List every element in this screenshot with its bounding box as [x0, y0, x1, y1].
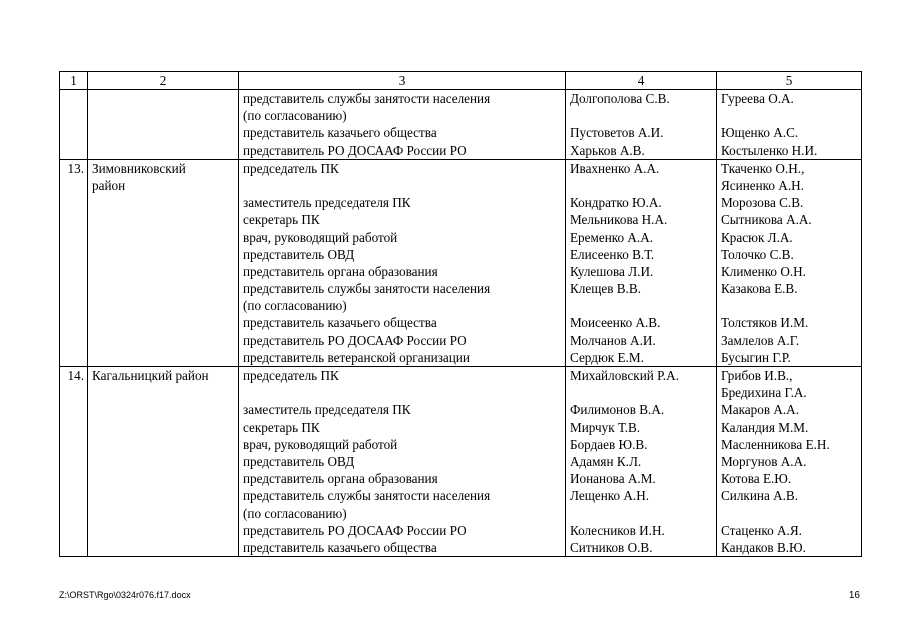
- deputy-name: Бредихина Г.А.: [721, 385, 807, 401]
- header-col-1: 1: [60, 72, 88, 90]
- member-name: [570, 384, 716, 401]
- member-name: Моисеенко А.В.: [570, 315, 661, 331]
- cell-row-number: [60, 90, 88, 160]
- member-name: Сердюк Е.М.: [570, 349, 644, 365]
- deputy-name: Масленникова Е.Н.: [721, 436, 830, 452]
- member-name: Харьков А.В.: [570, 142, 645, 158]
- member-name: Мельникова Н.А.: [570, 212, 668, 228]
- header-row: [60, 72, 862, 90]
- cell-district-name: [88, 159, 239, 366]
- deputy-name: Красюк Л.А.: [721, 229, 793, 245]
- cell-member-name: [566, 367, 717, 557]
- cell-row-number: 14.: [60, 367, 88, 557]
- member-name: Ивахненко А.А.: [570, 160, 660, 176]
- deputy-name: Казакова Е.В.: [721, 281, 798, 297]
- role: представитель казачьего общества: [243, 539, 437, 555]
- footer-file-path: Z:\ORST\Rgo\0324r076.f17.docx: [59, 590, 191, 600]
- deputy-name: Толстяков И.М.: [721, 315, 809, 331]
- role: представитель службы занятости населения: [243, 281, 491, 297]
- cell-role: [239, 90, 566, 160]
- member-name: Елисеенко В.Т.: [570, 246, 655, 262]
- cell-role: [239, 367, 566, 557]
- member-name: Лещенко А.Н.: [570, 488, 650, 504]
- role: врач, руководящий работой: [243, 436, 398, 452]
- role: представитель РО ДОСААФ России РО: [243, 142, 467, 158]
- role: заместитель председателя ПК: [243, 402, 411, 418]
- deputy-name: Каландия М.М.: [721, 419, 809, 435]
- deputy-name: Костыленко Н.И.: [721, 142, 818, 158]
- deputy-name: Клименко О.Н.: [721, 263, 806, 279]
- table-row: [60, 90, 862, 160]
- deputy-name: Моргунов А.А.: [721, 453, 807, 469]
- member-name: Михайловский Р.А.: [570, 368, 679, 383]
- role: врач, руководящий работой: [243, 229, 398, 245]
- role: (по согласованию): [243, 108, 347, 124]
- role: представитель РО ДОСААФ России РО: [243, 332, 467, 348]
- header-col-3: 3: [239, 72, 566, 90]
- member-name: [570, 297, 716, 314]
- deputy-name: Стаценко А.Я.: [721, 522, 802, 538]
- role: заместитель председателя ПК: [243, 195, 411, 211]
- role: секретарь ПК: [243, 419, 320, 435]
- deputy-name: [721, 505, 861, 522]
- member-name: Пустоветов А.И.: [570, 125, 664, 141]
- role: представитель органа образования: [243, 471, 438, 487]
- deputy-name: Силкина А.В.: [721, 488, 799, 504]
- cell-row-number: 13.: [60, 159, 88, 366]
- deputy-name: Бусыгин Г.Р.: [721, 349, 791, 365]
- cell-deputy-name: [717, 367, 862, 557]
- member-name: Адамян К.Л.: [570, 453, 642, 469]
- member-name: Клещев В.В.: [570, 281, 641, 297]
- table-row: [60, 367, 862, 557]
- role: [243, 384, 565, 401]
- deputy-name: Ткаченко О.Н.,: [721, 160, 805, 176]
- header-col-4: 4: [566, 72, 717, 90]
- role: представитель РО ДОСААФ России РО: [243, 522, 467, 538]
- footer-page-number: 16: [848, 590, 860, 601]
- header-col-5: 5: [717, 72, 862, 90]
- member-name: Филимонов В.А.: [570, 402, 665, 418]
- role: представитель казачьего общества: [243, 315, 437, 331]
- member-name: [570, 177, 716, 194]
- deputy-name: Сытникова А.А.: [721, 212, 812, 228]
- member-name: Еременко А.А.: [570, 229, 654, 245]
- member-name: Колесников И.Н.: [570, 522, 665, 538]
- member-name: Долгополова С.В.: [570, 91, 670, 106]
- role: представитель ОВД: [243, 453, 355, 469]
- deputy-name: Ющенко А.С.: [721, 125, 799, 141]
- commission-table: [59, 71, 862, 557]
- header-col-2: 2: [88, 72, 239, 90]
- role: председатель ПК: [243, 368, 339, 383]
- member-name: Ситников О.В.: [570, 539, 653, 555]
- district-name: район: [92, 177, 126, 193]
- cell-deputy-name: [717, 159, 862, 366]
- deputy-name: Толочко С.В.: [721, 246, 794, 262]
- cell-deputy-name: [717, 90, 862, 160]
- role: (по согласованию): [243, 505, 347, 521]
- deputy-name: Морозова С.В.: [721, 195, 804, 211]
- role: представитель казачьего общества: [243, 125, 437, 141]
- cell-member-name: [566, 90, 717, 160]
- role: представитель службы занятости населения: [243, 488, 491, 504]
- role: председатель ПК: [243, 160, 339, 176]
- deputy-name: Макаров А.А.: [721, 402, 799, 418]
- cell-district-name: [88, 90, 239, 160]
- deputy-name: Замлелов А.Г.: [721, 332, 800, 348]
- cell-district-name: [88, 367, 239, 557]
- member-name: Мирчук Т.В.: [570, 419, 641, 435]
- member-name: Молчанов А.И.: [570, 332, 656, 348]
- deputy-name: Гуреева О.А.: [721, 91, 794, 106]
- member-name: Ионанова А.М.: [570, 471, 656, 487]
- deputy-name: Ясиненко А.Н.: [721, 177, 804, 193]
- district-name: Кагальницкий район: [92, 368, 209, 383]
- role: представитель ветеранской организации: [243, 349, 470, 365]
- deputy-name: Грибов И.В.,: [721, 368, 793, 383]
- deputy-name: Кандаков В.Ю.: [721, 539, 806, 555]
- table-row: [60, 159, 862, 366]
- role: представитель службы занятости населения: [243, 91, 491, 106]
- cell-role: [239, 159, 566, 366]
- cell-member-name: [566, 159, 717, 366]
- role: (по согласованию): [243, 298, 347, 314]
- member-name: Кондратко Ю.А.: [570, 195, 662, 211]
- deputy-name: [721, 297, 861, 314]
- role: секретарь ПК: [243, 212, 320, 228]
- district-name: Зимовниковский: [92, 160, 186, 176]
- member-name: Кулешова Л.И.: [570, 263, 654, 279]
- deputy-name: [721, 107, 861, 124]
- member-name: [570, 505, 716, 522]
- member-name: Бордаев Ю.В.: [570, 436, 648, 452]
- role: [243, 177, 565, 194]
- role: представитель органа образования: [243, 263, 438, 279]
- deputy-name: Котова Е.Ю.: [721, 471, 792, 487]
- member-name: [570, 107, 716, 124]
- role: представитель ОВД: [243, 246, 355, 262]
